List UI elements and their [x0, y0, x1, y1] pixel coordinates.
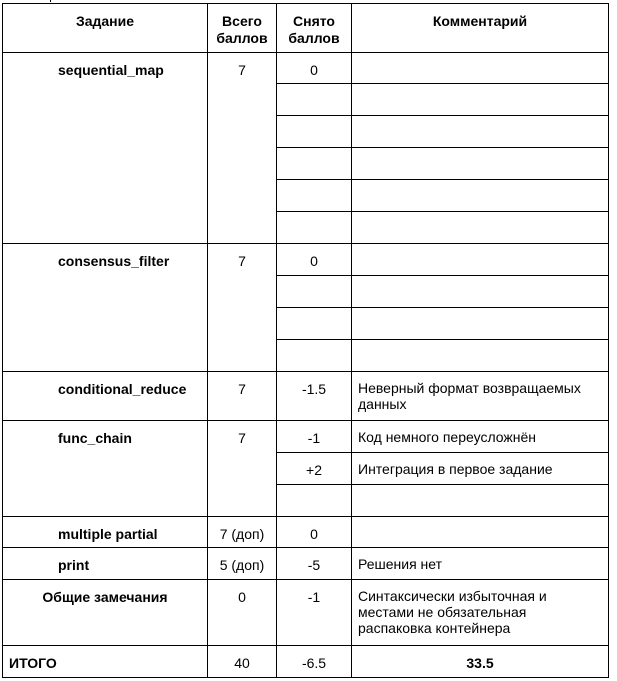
table-row — [3, 372, 609, 421]
header-deducted-points: Снято баллов — [277, 4, 352, 53]
comment: Интеграция в первое задание — [352, 453, 609, 485]
comment — [352, 116, 609, 148]
grading-table — [2, 3, 609, 678]
deducted-points — [277, 148, 352, 180]
total-points: 7 — [208, 372, 277, 421]
final-score: 33.5 — [352, 646, 609, 678]
deducted-points: -1.5 — [277, 372, 352, 421]
previous-page-border — [50, 0, 59, 2]
deducted-points — [277, 212, 352, 244]
deducted-points: 0 — [277, 53, 352, 84]
header-comment: Комментарий — [352, 4, 609, 53]
deducted-points: -6.5 — [277, 646, 352, 678]
comment: Решения нет — [352, 548, 609, 580]
table-row — [3, 244, 609, 276]
total-points: 7 — [208, 421, 277, 517]
comment — [352, 308, 609, 340]
deducted-points: 0 — [277, 517, 352, 548]
task-name: print — [3, 548, 208, 580]
deducted-points: -1 — [277, 580, 352, 646]
total-points: 0 — [208, 580, 277, 646]
header-task: Задание — [3, 4, 208, 53]
table-row — [3, 548, 609, 580]
task-name: conditional_reduce — [3, 372, 208, 421]
deducted-points — [277, 116, 352, 148]
header-row — [3, 4, 609, 53]
deducted-points: +2 — [277, 453, 352, 485]
comment — [352, 212, 609, 244]
total-label: ИТОГО — [3, 646, 208, 678]
deducted-points — [277, 84, 352, 116]
deducted-points: 0 — [277, 244, 352, 276]
deducted-points: -1 — [277, 421, 352, 453]
deducted-points — [277, 308, 352, 340]
comment — [352, 180, 609, 212]
total-points: 5 (доп) — [208, 548, 277, 580]
total-row — [3, 646, 609, 678]
table-row — [3, 580, 609, 646]
comment — [352, 244, 609, 276]
comment: Синтаксически избыточная и местами не обязательная распаковка контейнера — [352, 580, 609, 646]
comment — [352, 517, 609, 548]
total-points: 7 — [208, 244, 277, 372]
table-row — [3, 53, 609, 84]
total-points: 7 — [208, 53, 277, 244]
deducted-points — [277, 180, 352, 212]
table-row — [3, 421, 609, 453]
comment — [352, 485, 609, 517]
comment — [352, 53, 609, 84]
task-name: Общие замечания — [3, 580, 208, 646]
deducted-points — [277, 340, 352, 372]
comment — [352, 340, 609, 372]
task-name: multiple partial — [3, 517, 208, 548]
total-points: 40 — [208, 646, 277, 678]
comment — [352, 276, 609, 308]
total-points: 7 (доп) — [208, 517, 277, 548]
task-name: sequential_map — [3, 53, 208, 244]
comment — [352, 84, 609, 116]
deducted-points — [277, 276, 352, 308]
header-total-points: Всего баллов — [208, 4, 277, 53]
deducted-points: -5 — [277, 548, 352, 580]
comment — [352, 148, 609, 180]
comment: Неверный формат возвращаемых данных — [352, 372, 609, 421]
comment: Код немного переусложнён — [352, 421, 609, 453]
deducted-points — [277, 485, 352, 517]
task-name: func_chain — [3, 421, 208, 517]
table-row — [3, 517, 609, 548]
task-name: consensus_filter — [3, 244, 208, 372]
